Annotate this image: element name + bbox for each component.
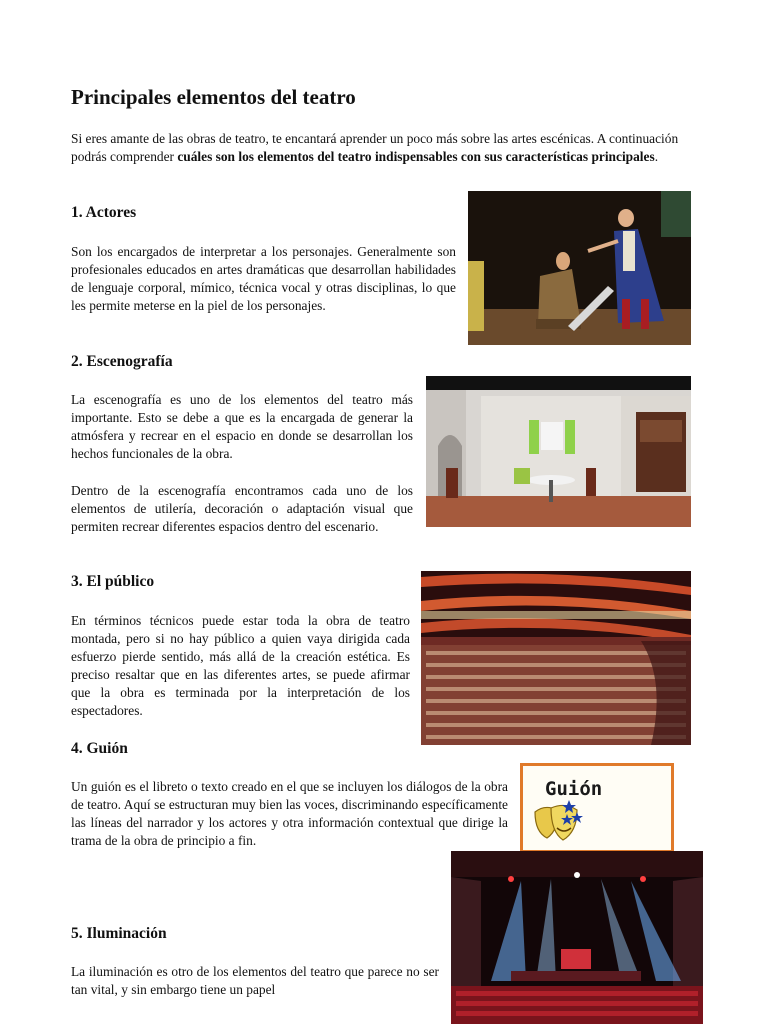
page-title: Principales elementos del teatro bbox=[71, 85, 356, 109]
intro-bold-text: cuáles son los elementos del teatro indispensables con sus características principales bbox=[177, 148, 655, 164]
actors-photo bbox=[468, 191, 691, 345]
heading-actores: 1. Actores bbox=[71, 204, 137, 221]
escenografia-paragraph-2: Dentro de la escenografía encontramos cada uno de los elementos de utilería, decoración o adaptación visual que permiten recrear diferentes espacios dentro del escenario. bbox=[71, 483, 413, 534]
lighting-photo bbox=[451, 851, 703, 1024]
guion-paragraph: Un guión es el libreto o texto creado en el que se incluyen los diálogos de la obra de teatro. Aquí se estructuran muy bien las voces, discriminando específicamente las líneas del narrador y los actores y otra información contextual que dirige la trama de la obra de principio a fin. bbox=[71, 779, 508, 848]
escenografia-paragraph-1: La escenografía es uno de los elementos del teatro más importante. Esto se debe a que es la encargada de generar la atmósfera y recrear en el espacio en donde se desarrollan los hechos funcionales de la obra. bbox=[71, 392, 413, 461]
guion-image-label: Guión bbox=[545, 778, 603, 800]
theater-masks-icon bbox=[531, 798, 591, 850]
heading-iluminacion: 5. Iluminación bbox=[71, 925, 167, 942]
iluminacion-paragraph: La iluminación es otro de los elementos del teatro que parece no ser tan vital, y sin embargo tiene un papel bbox=[71, 964, 439, 997]
guion-illustration bbox=[520, 763, 674, 853]
intro-paragraph bbox=[71, 130, 691, 165]
intro-text-end: . bbox=[654, 148, 659, 164]
heading-publico: 3. El público bbox=[71, 573, 155, 590]
audience-photo bbox=[421, 571, 691, 745]
heading-guion: 4. Guión bbox=[71, 740, 128, 757]
heading-escenografia: 2. Escenografía bbox=[71, 353, 173, 370]
scenery-photo bbox=[426, 376, 691, 527]
publico-paragraph: En términos técnicos puede estar toda la obra de teatro montada, pero si no hay público a quien vaya dirigida cada esfuerzo pierde sentido, más allá de la creación estética. Es preciso resaltar que en las diferentes artes, se puede afirmar que la obra es terminada por la interpretación de los espectadores. bbox=[71, 613, 410, 718]
intro-text: Si eres amante de las obras de teatro, te encantará aprender un poco más sobre las artes escénicas. A continuación podrás comprender bbox=[71, 131, 679, 164]
actores-paragraph: Son los encargados de interpretar a los personajes. Generalmente son profesionales educados en artes dramáticas que desarrollan habilidades de lenguaje corporal, mímico, técnica vocal y otras disciplinas, lo que les permite meterse en la piel de los personajes. bbox=[71, 244, 456, 313]
